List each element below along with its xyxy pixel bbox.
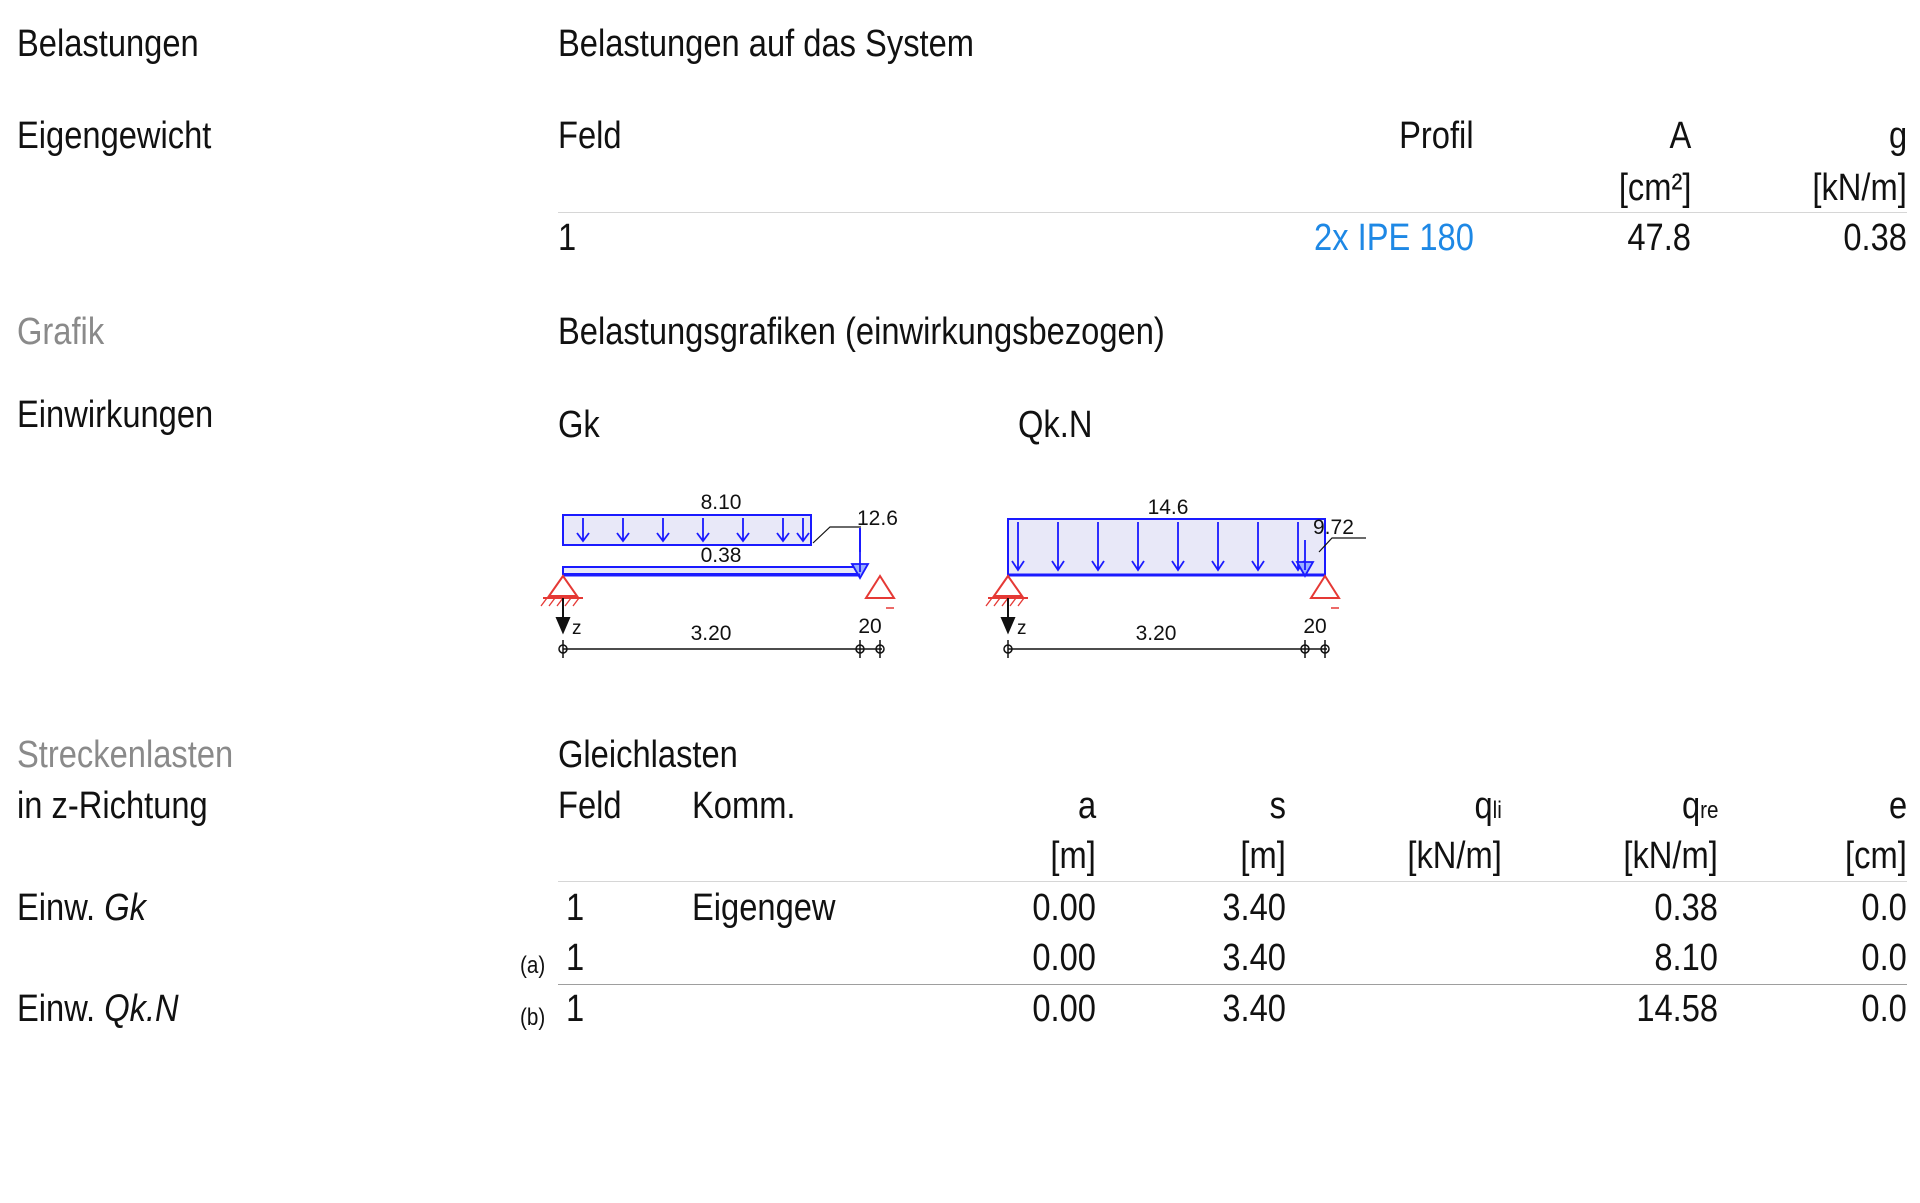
header-komm: Komm. — [692, 785, 796, 827]
cell-a: 0.00 — [1032, 887, 1096, 929]
cell-komm: Eigengew — [692, 887, 836, 929]
end-dim-label: 20 — [858, 615, 882, 638]
cell-feld: 1 — [565, 988, 584, 1030]
point-load-leader — [813, 527, 861, 543]
cell-feld: 1 — [565, 937, 584, 979]
cell-s: 3.40 — [1222, 988, 1286, 1030]
span-label: 3.20 — [1135, 622, 1177, 645]
header-g: g — [1888, 115, 1907, 157]
table-divider — [558, 881, 1907, 882]
header-g-unit: [kN/m] — [1812, 167, 1907, 209]
cell-a: 47.8 — [1627, 217, 1691, 259]
header-qli: qli — [1474, 785, 1502, 827]
load-diagram-gk — [530, 480, 940, 670]
profil-link[interactable]: 2x IPE 180 — [1314, 217, 1474, 259]
cell-a: 0.00 — [1032, 937, 1096, 979]
row-marker-b: (b) — [520, 1004, 546, 1031]
load-label-top: 14.6 — [1147, 496, 1189, 519]
section-title-grafik: Belastungsgrafiken (einwirkungsbezogen) — [558, 311, 1165, 353]
right-support — [1311, 576, 1339, 608]
cell-s: 3.40 — [1222, 887, 1286, 929]
header-e-unit: [cm] — [1845, 835, 1907, 877]
end-dim-label: 20 — [1303, 615, 1327, 638]
cell-e: 0.0 — [1861, 988, 1907, 1030]
header-profil: Profil — [1399, 115, 1474, 157]
z-axis-label: z — [572, 618, 582, 639]
cell-qre: 0.38 — [1654, 887, 1718, 929]
section-title-gleichlasten: Gleichlasten — [558, 734, 738, 776]
cell-feld: 1 — [565, 887, 584, 929]
row-marker-a: (a) — [520, 952, 546, 979]
header-a: a — [1077, 785, 1096, 827]
distributed-load-bottom — [563, 567, 858, 574]
header-a-unit: [cm²] — [1618, 167, 1691, 209]
group-divider — [558, 984, 1907, 985]
diagram-title-qkn: Qk.N — [1018, 404, 1093, 446]
cell-g: 0.38 — [1843, 217, 1907, 259]
section-title-belastungen: Belastungen auf das System — [558, 23, 975, 65]
header-qre: qre — [1681, 785, 1718, 827]
point-load-leader — [1319, 538, 1366, 552]
cell-e: 0.0 — [1861, 937, 1907, 979]
section-label-grafik: Grafik — [17, 311, 105, 353]
cell-qre: 14.58 — [1636, 988, 1718, 1030]
load-label-bottom: 0.38 — [700, 544, 742, 567]
header-a-unit: [m] — [1050, 835, 1096, 877]
header-qre-unit: [kN/m] — [1623, 835, 1718, 877]
point-load-label: 9.72 — [1313, 516, 1354, 539]
header-e: e — [1888, 785, 1907, 827]
load-diagram-qkn — [975, 480, 1385, 670]
section-label-belastungen: Belastungen — [17, 23, 199, 65]
header-s: s — [1269, 785, 1286, 827]
header-qli-unit: [kN/m] — [1407, 835, 1502, 877]
einwirkung-label: Einw. Gk — [17, 887, 146, 929]
header-feld: Feld — [558, 785, 622, 827]
point-load-label: 12.6 — [857, 507, 898, 530]
header-a: A — [1669, 115, 1691, 157]
einwirkung-label: Einw. Qk.N — [17, 988, 179, 1030]
section-label-z-richtung: in z-Richtung — [17, 785, 208, 827]
section-label-einwirkungen: Einwirkungen — [17, 394, 214, 436]
table-divider — [558, 212, 1907, 213]
section-label-eigengewicht: Eigengewicht — [17, 115, 212, 157]
span-label: 3.20 — [690, 622, 732, 645]
cell-e: 0.0 — [1861, 887, 1907, 929]
header-feld: Feld — [558, 115, 622, 157]
diagram-title-gk: Gk — [558, 404, 600, 446]
header-s-unit: [m] — [1240, 835, 1286, 877]
z-axis-label: z — [1017, 618, 1027, 639]
load-label-top: 8.10 — [700, 491, 742, 514]
right-support — [866, 576, 894, 608]
section-label-streckenlasten: Streckenlasten — [17, 734, 234, 776]
cell-s: 3.40 — [1222, 937, 1286, 979]
cell-qre: 8.10 — [1654, 937, 1718, 979]
cell-feld: 1 — [558, 217, 577, 259]
cell-a: 0.00 — [1032, 988, 1096, 1030]
distributed-load-top — [563, 515, 811, 545]
